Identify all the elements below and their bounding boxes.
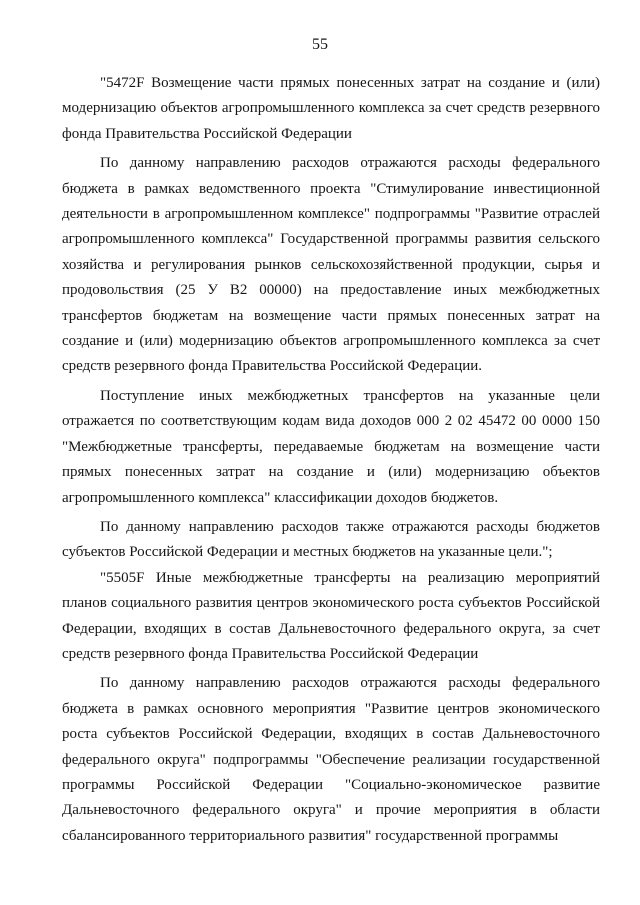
paragraph-5472f-income-codes: Поступление иных межбюджетных трансфертов на указанные цели отражается по соответствующим кодам вида доходов 000 2 02 45472 00 0000 150 "Межбюджетные трансферты, передаваемые бюджетам на возмещение части прямых понесенных затрат на создание и (или) модернизацию объектов агропромышленного комплекса" классификации доходов бюджетов. — [62, 387, 600, 506]
document-body — [62, 71, 600, 849]
paragraph-5505f-description: По данному направлению расходов отражаются расходы федерального бюджета в рамках основного мероприятия "Развитие центров экономического роста субъектов Российской Федерации, входящих в состав Дальневосточного федерального округа" подпрограммы "Обеспечение реализации государственной программы Российской Федерации "Социально-экономическое развитие Дальневосточного федерального округа" и прочие мероприятия в области сбалансированного территориального развития" государственной программы — [62, 675, 600, 844]
paragraph-5472f-regional-budgets: По данному направлению расходов также отражаются расходы бюджетов субъектов Российской Федерации и местных бюджетов на указанные цели."; — [62, 518, 600, 561]
page-number: 55 — [312, 36, 328, 53]
paragraph-5505f-heading: "5505F Иные межбюджетные трансферты на реализацию мероприятий планов социального развития центров экономического роста субъектов Российской Федерации, входящих в состав Дальневосточного федерального округа, за счет средств резервного фонда Правительства Российской Федерации — [62, 569, 600, 662]
paragraph-5472f-heading: "5472F Возмещение части прямых понесенных затрат на создание и (или) модернизацию объектов агропромышленного комплекса за счет средств резервного фонда Правительства Российской Федерации — [62, 75, 600, 142]
paragraph-5472f-description: По данному направлению расходов отражаются расходы федерального бюджета в рамках ведомственного проекта "Стимулирование инвестиционной деятельности в агропромышленном комплексе" подпрограммы "Развитие отраслей агропромышленного комплекса" Государственной программы развития сельского хозяйства и регулирования рынков сельскохозяйственной продукции, сырья и продовольствия (25 У В2 00000) на предоставление иных межбюджетных трансфертов бюджетам на возмещение части прямых понесенных затрат на создание и (или) модернизацию объектов агропромышленного комплекса за счет средств резервного фонда Правительства Российской Федерации. — [62, 155, 600, 375]
